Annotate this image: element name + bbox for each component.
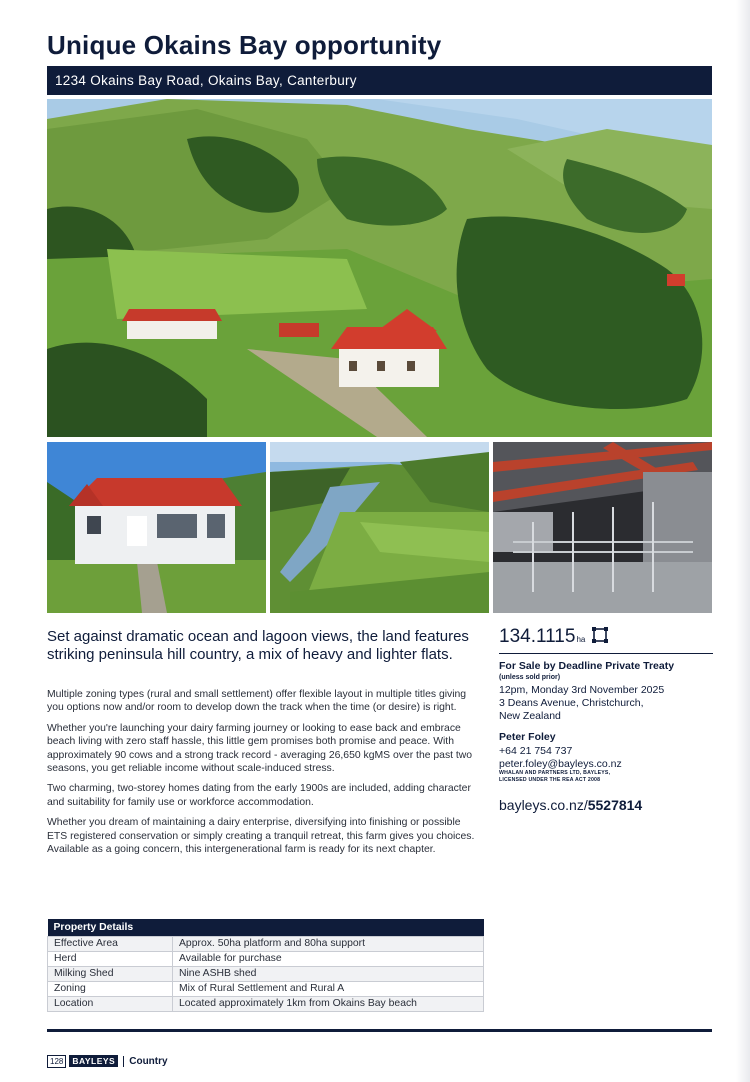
detail-key: Effective Area: [48, 936, 173, 951]
land-area-icon: [591, 626, 609, 644]
description-paragraph: Whether you're launching your dairy farming journey or looking to ease back and embrace beach living with zero staff hassle, this little gem promises both promise and peace. With approximately 90 cows and a strong track record - averaging 26,650 kgMS over the past two seasons, you get reliable income without scale-induced stress.: [47, 722, 473, 775]
cottage-photo[interactable]: [47, 442, 266, 613]
milking-shed-photo[interactable]: [493, 442, 712, 613]
web-domain: bayleys.co.nz/: [499, 797, 588, 813]
detail-value: Nine ASHB shed: [173, 966, 484, 981]
description-paragraph: Whether you dream of maintaining a dairy enterprise, diversifying into finishing or possible ETS registered conservation or simply creating a tranquil retreat, this farm gives you choices. Available as a going concern, this intergenerational farm is ready for its next chapter.: [47, 817, 475, 856]
table-row: [48, 966, 484, 981]
table-row: [48, 951, 484, 966]
lead-paragraph: Set against dramatic ocean and lagoon views, the land features striking peninsula hill country, a mix of heavy and lighter flats.: [47, 628, 469, 663]
property-address: 1234 Okains Bay Road, Okains Bay, Canterbury: [55, 73, 357, 88]
table-row: [48, 996, 484, 1011]
sale-deadline: [499, 684, 713, 723]
detail-key: Herd: [48, 951, 173, 966]
agent-name: Peter Foley: [499, 731, 556, 743]
sale-method: For Sale by Deadline Private Treaty: [499, 660, 675, 672]
table-heading: Property Details: [48, 919, 484, 936]
page-footer: [47, 1054, 168, 1068]
property-details-table: [47, 919, 484, 1012]
divider: [499, 653, 713, 654]
page-number: 128: [47, 1055, 66, 1068]
detail-key: Location: [48, 996, 173, 1011]
description: [47, 688, 477, 863]
listing-id: 5527814: [587, 797, 643, 813]
agent-phone-link[interactable]: +64 21 754 737: [499, 745, 573, 757]
sale-deadline-line: 3 Deans Avenue, Christchurch,: [499, 697, 644, 709]
table-row: [48, 936, 484, 951]
sale-deadline-line: New Zealand: [499, 710, 561, 722]
section-name: Country: [129, 1055, 168, 1067]
sale-deadline-line: 12pm, Monday 3rd November 2025: [499, 684, 665, 696]
sale-note: (unless sold prior): [499, 674, 561, 681]
hero-farm-illustration: [47, 99, 712, 437]
description-paragraph: Multiple zoning types (rural and small settlement) offer flexible layout in multiple titles giving you options now and/or room to develop down the track when the time (or desire) is right.: [47, 689, 467, 714]
milking-shed-illustration: [493, 442, 712, 613]
lagoon-photo[interactable]: [270, 442, 489, 613]
bayleys-logo: BAYLEYS: [69, 1055, 118, 1067]
detail-value: Mix of Rural Settlement and Rural A: [173, 981, 484, 996]
agent-email-link[interactable]: peter.foley@bayleys.co.nz: [499, 758, 622, 770]
cottage-illustration: [47, 442, 266, 613]
agency-license: [499, 770, 713, 783]
table-header-row: [48, 919, 484, 936]
page-title: Unique Okains Bay opportunity: [47, 30, 442, 60]
detail-key: Zoning: [48, 981, 173, 996]
footer-separator: [123, 1056, 124, 1067]
agency-line: LICENSED UNDER THE REA ACT 2008: [499, 776, 601, 783]
agency-line: WHALAN AND PARTNERS LTD, BAYLEYS,: [499, 770, 611, 776]
detail-value: Approx. 50ha platform and 80ha support: [173, 936, 484, 951]
lagoon-illustration: [270, 442, 489, 613]
address-bar: [47, 66, 712, 95]
detail-value: Available for purchase: [173, 951, 484, 966]
detail-key: Milking Shed: [48, 966, 173, 981]
listing-web-link[interactable]: [499, 797, 713, 813]
detail-value: Located approximately 1km from Okains Bay beach: [173, 996, 484, 1011]
hero-photo[interactable]: [47, 99, 712, 437]
land-area-value: 134.1115: [499, 626, 576, 647]
land-area: [499, 624, 609, 648]
land-area-unit: ha: [576, 635, 586, 644]
description-paragraph: Two charming, two-storey homes dating from the early 1900s are included, adding character and suitability for family use or workforce accommodation.: [47, 783, 471, 808]
footer-divider: [47, 1029, 712, 1032]
table-row: [48, 981, 484, 996]
page-edge: [736, 0, 750, 1082]
